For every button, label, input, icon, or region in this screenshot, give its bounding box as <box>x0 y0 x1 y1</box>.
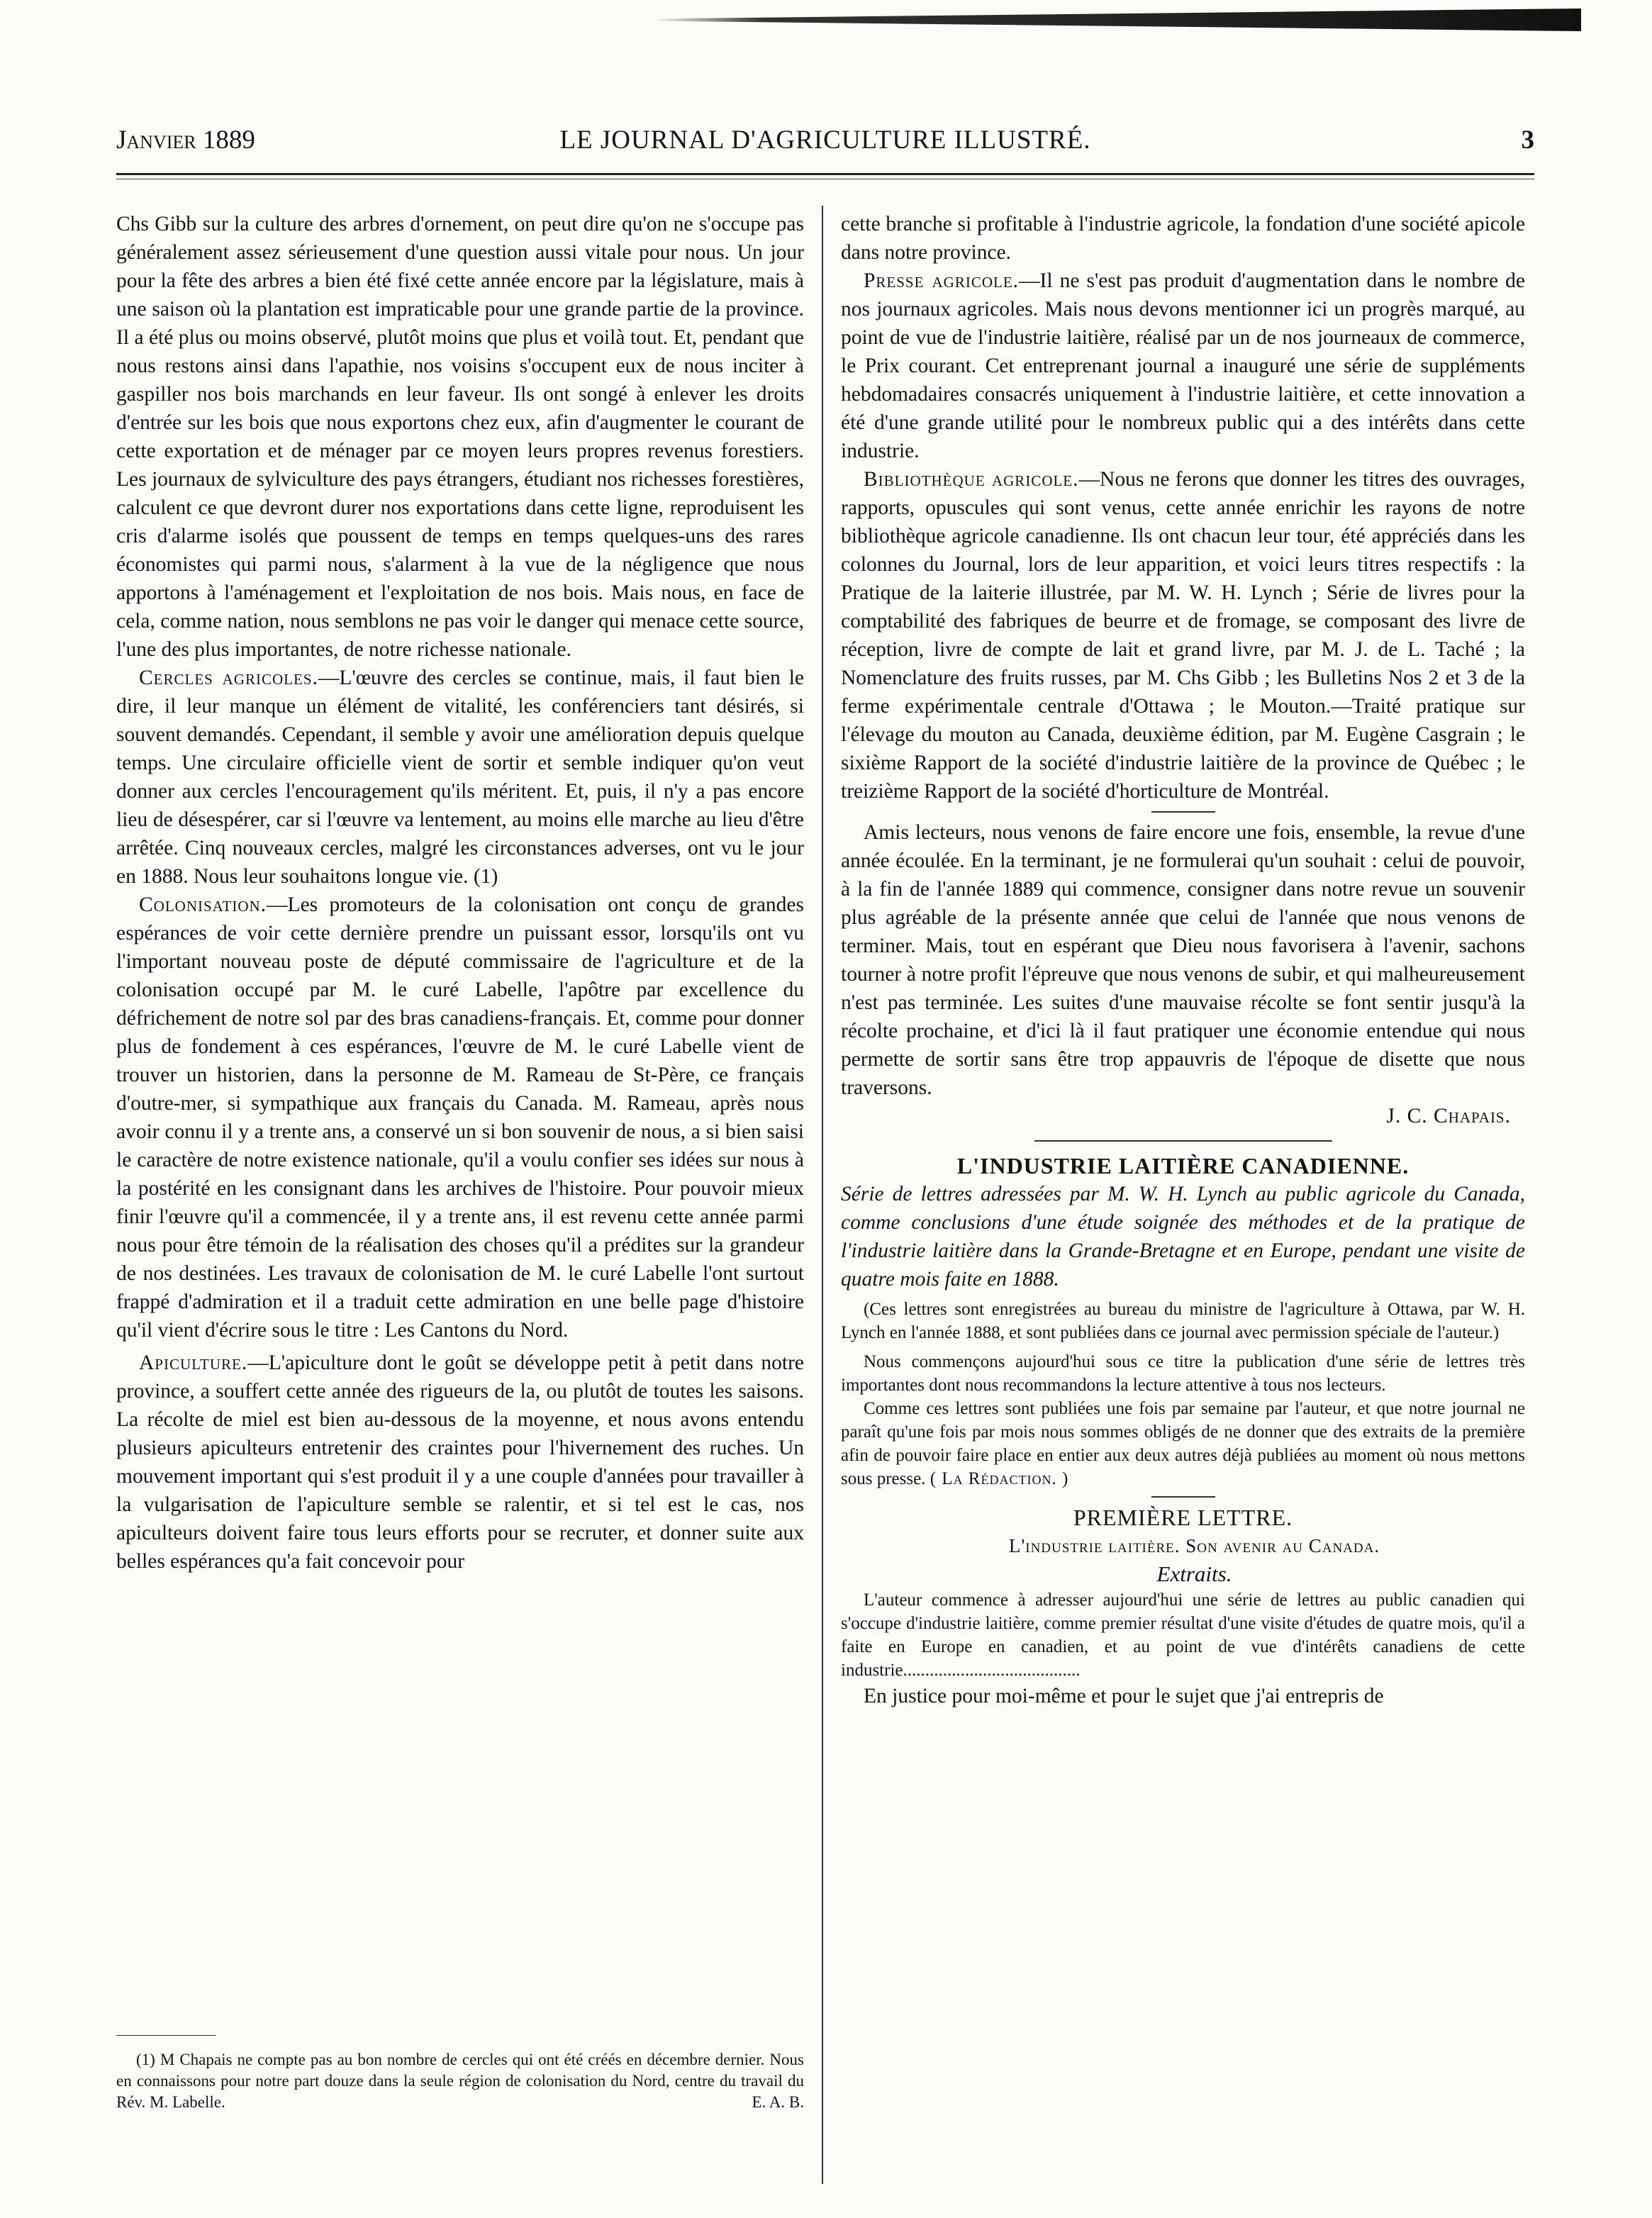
footnote-rule <box>116 2035 216 2036</box>
paragraph-bibliotheque: Bibliothèque agricole.—Nous ne ferons que donner les titres des ouvrages, rapports, opuscules qui sont venus, cette année enrichir les rayons de notre bibliothèque agricole canadienne. Ils ont chacun leur tour, été appréciés dans les colonnes du Journal, lors de leur apparition, et voici leurs titres respectifs : la Pratique de la laiterie illustrée, par M. W. H. Lynch ; Série de livres pour la comptabilité des fabriques de beurre et de fromage, se composant des livre de réception, livre de compte de lait et grand livre, par M. J. de L. Taché ; la Nomenclature des fruits russes, par M. Chs Gibb ; les Bulletins Nos 2 et 3 de la ferme expérimentale centrale d'Ottawa ; le Mouton.—Traité pratique sur l'élevage du mouton au Canada, deuxième édition, par M. Eugène Casgrain ; le sixième Rapport de la société d'industrie laitière de la province de Québec ; le treizième Rapport de la société d'horticulture de Montréal. <box>841 468 1525 803</box>
author-signature: J. C. Chapais. <box>1386 1105 1511 1127</box>
intro-paragraph: Nous commençons aujourd'hui sous ce titre la publication d'une série de lettres très importantes dont nous recommandons la lecture attentive à tous nos lecteurs. <box>841 1352 1525 1395</box>
paragraph-presse: Presse agricole.—Il ne s'est pas produit d'augmentation dans le nombre de nos journaux agricoles. Mais nous devons mentionner ici un progrès marqué, au point de vue de l'industrie laitière, réalisé par un de nos journeaux de commerce, le Prix courant. Cet entreprenant journal a inauguré une série de suppléments hebdomadaires consacrés uniquement à l'industrie laitière, et cette innovation a été d'une grande utilité pour le nombreux public qui a des intérêts dans cette industrie. <box>841 269 1525 462</box>
redaction-signature: ( La Rédaction. ) <box>930 1469 1069 1488</box>
letter-subtitle: L'industrie laitière. Son avenir au Canada. <box>1008 1535 1380 1556</box>
section-label: Apiculture. <box>139 1352 248 1374</box>
section-divider <box>1034 1140 1332 1142</box>
registration-note: (Ces lettres sont enregistrées au bureau du ministre de l'agriculture à Ottawa, par W. H. Lynch en l'année 1888, et sont publiées dans ce journal avec permission spéciale de l'auteur.) <box>841 1300 1525 1342</box>
header-title: LE JOURNAL D'AGRICULTURE ILLUSTRÉ. <box>559 126 1091 155</box>
letter-title: PREMIÈRE LETTRE. <box>1073 1505 1293 1530</box>
short-divider <box>1151 811 1215 813</box>
footnote-text: (1) M Chapais ne compte pas au bon nombre de cercles qui ont été créés en décembre dernier. Nous en connaissons pour notre part douze dans la seule région de colonisation du Nord, centre du travail du Rév. M. Labelle. E. A. B. <box>116 2049 804 2113</box>
extraits-label: Extraits. <box>1156 1561 1232 1586</box>
section-label: Bibliothèque agricole. <box>864 468 1079 491</box>
paragraph-cercles: Cercles agricoles.—L'œuvre des cercles se continue, mais, il faut bien le dire, il leur manque un élément de vitalité, les conférenciers tant désirés, si souvent demandés. Cependant, il semble y avoir une amélioration depuis quelque temps. Une circulaire officielle vient de sortir et semble indiquer qu'on veut donner aux cercles l'encouragement qu'ils méritent. Et, puis, il n'y a pas encore lieu de désespérer, car si l'œuvre va lentement, au moins elle marche au lieu d'être arrêtée. Cinq nouveaux cercles, malgré les circonstances adverses, ont vu le jour en 1888. Nous leur souhaitons longue vie. (1) <box>116 667 804 888</box>
header-date: Janvier 1889 <box>116 126 255 155</box>
page-header <box>116 125 1534 160</box>
intro-paragraph: Comme ces lettres sont publiées une fois par semaine par l'auteur, et que notre journal ne paraît qu'une fois par mois nous sommes obligés de ne donner que des extraits de la première afin de pouvoir faire place en entier aux deux autres déjà publiées au moment où nous mettons sous presse. ( La Rédaction. ) <box>841 1399 1525 1488</box>
footnote-signature: E. A. B. <box>752 2093 804 2111</box>
paragraph: cette branche si profitable à l'industrie agricole, la fondation d'une société apicole dans notre province. <box>841 213 1525 264</box>
column-divider <box>822 206 823 2184</box>
paragraph-apiculture: Apiculture.—L'apiculture dont le goût se développe petit à petit dans notre province, a souffert cette année des rigueurs de la, ou plutôt de toutes les saisons. La récolte de miel est bien au-dessous de la moyenne, et nous avons entendu plusieurs apiculteurs entretenir des craintes pour l'hivernement des ruches. Un mouvement important qui s'est produit il y a une couple d'années pour travailler à la vulgarisation de l'apiculture semble se ralentir, et si tel est le cas, nos apiculteurs doivent faire tous leurs efforts pour se recruter, et donner suite aux belles espérances qu'a fait concevoir pour <box>116 1352 804 1573</box>
footnote <box>116 2049 804 2113</box>
left-column <box>116 210 804 1576</box>
top-decorative-rule <box>652 9 1581 31</box>
short-divider <box>1151 1496 1215 1498</box>
paragraph-colonisation: Colonisation.—Les promoteurs de la colonisation ont conçu de grandes espérances de voir cette dernière prendre un puissant essor, lorsqu'ils ont vu l'important nouveau poste de député commissaire de l'agriculture et de la colonisation occupé par M. le curé Labelle, l'apôtre par excellence du défrichement de notre sol par des bras canadiens-français. Et, comme pour donner plus de fondement à ces espérances, l'œuvre de M. le curé Labelle vient de trouver un historien, dans la personne de M. Rameau de St-Père, ce français d'outre-mer, si sympathique aux français du Canada. M. Rameau, après nous avoir connu il y a trente ans, a conservé un si bon souvenir de nous, a si bien saisi le caractère de notre existence nationale, qu'il a voulu confier ses idées sur nous à la postérité en les consignant dans les archives de l'histoire. Pour pouvoir mieux finir l'œuvre qu'il a commencée, il y a trente ans, il est revenu cette année parmi nous pour être témoin de la réalisation des choses qu'il a prédites sur la grandeur de nos destinées. Les travaux de colonisation de M. le curé Labelle l'ont surtout frappé d'admiration et il a traduit cette admiration en une belle page d'histoire qu'il vient d'écrire sous le titre : Les Cantons du Nord. <box>116 893 804 1342</box>
header-page-number: 3 <box>1521 126 1534 155</box>
letter-paragraph: L'auteur commence à adresser aujourd'hui une série de lettres au public canadien qui s'occupe d'industrie laitière, comme premier résultat d'une visite d'études de quatre mois, qu'il a faite en Europe en canadien, et au point de vue d'intérêts canadiens de cette industrie........................................ <box>841 1590 1525 1680</box>
paragraph-conclusion: Amis lecteurs, nous venons de faire encore une fois, ensemble, la revue d'une année écoulée. En la terminant, je ne formulerai qu'un souhait : celui de pouvoir, à la fin de l'année 1889 qui commence, consigner dans notre revue un souvenir plus agréable de la présente année que celui de l'année que nous venons de terminer. Mais, tout en espérant que Dieu nous favorisera à l'avenir, sachons tourner à notre profit l'épreuve que nous venons de subir, et qui malheureusement n'est pas terminée. Les suites d'une mauvaise récolte se font sentir jusqu'à la récolte prochaine, et d'ici là il faut pratiquer une économie entendue qui nous permette de sortir sans être trop appauvris de l'époque de disette que nous traversons. <box>841 821 1525 1099</box>
section-label: Colonisation. <box>139 893 267 916</box>
paragraph: Chs Gibb sur la culture des arbres d'ornement, on peut dire qu'on ne s'occupe pas généralement assez sérieusement d'une question aussi vitale pour nous. Un jour pour la fête des arbres a bien été fixé cette année encore par la législature, mais à une saison où la plantation est impraticable pour une grande partie de la province. Il a été plus ou moins observé, plutôt moins que plus et voilà tout. Et, pendant que nous restons ainsi dans l'apathie, nos voisins s'occupent eux de nous inciter à gaspiller nos bois marchands en leur faveur. Ils ont songé à enlever les droits d'entrée sur les bois que nous exportons chez eux, afin d'augmenter le courant de cette exportation et de ménager par ce moyen leurs propres revenus forestiers. Les journaux de sylviculture des pays étrangers, étudiant nos richesses forestières, calculent ce que devront durer nos exportations dans cette ligne, reproduisent les cris d'alarme isolés que poussent de temps en temps quelques-uns des rares économistes qui parmi nous, s'alarment à la vue de la négligence que nous apportons à l'aménagement et l'exploitation de nos bois. Mais nous, en face de cela, comme nation, nous semblons ne pas voir le danger qui menace cette source, l'une des plus importantes, de notre richesse nationale. <box>116 213 804 661</box>
section-label: Presse agricole. <box>864 269 1020 292</box>
header-rule <box>116 173 1534 175</box>
section-label: Cercles agricoles. <box>139 667 318 689</box>
section-heading: L'INDUSTRIE LAITIÈRE CANADIENNE. <box>956 1153 1410 1178</box>
series-description: Série de lettres adressées par M. W. H. Lynch au public agricole du Canada, comme conclusions d'une étude soignée des méthodes et de la pratique de l'industrie laitière dans la Grande-Bretagne et en Europe, pendant une visite de quatre mois faite en 1888. <box>841 1183 1525 1291</box>
letter-paragraph: En justice pour moi-même et pour le sujet que j'ai entrepris de <box>864 1685 1384 1707</box>
right-column <box>841 210 1525 1710</box>
